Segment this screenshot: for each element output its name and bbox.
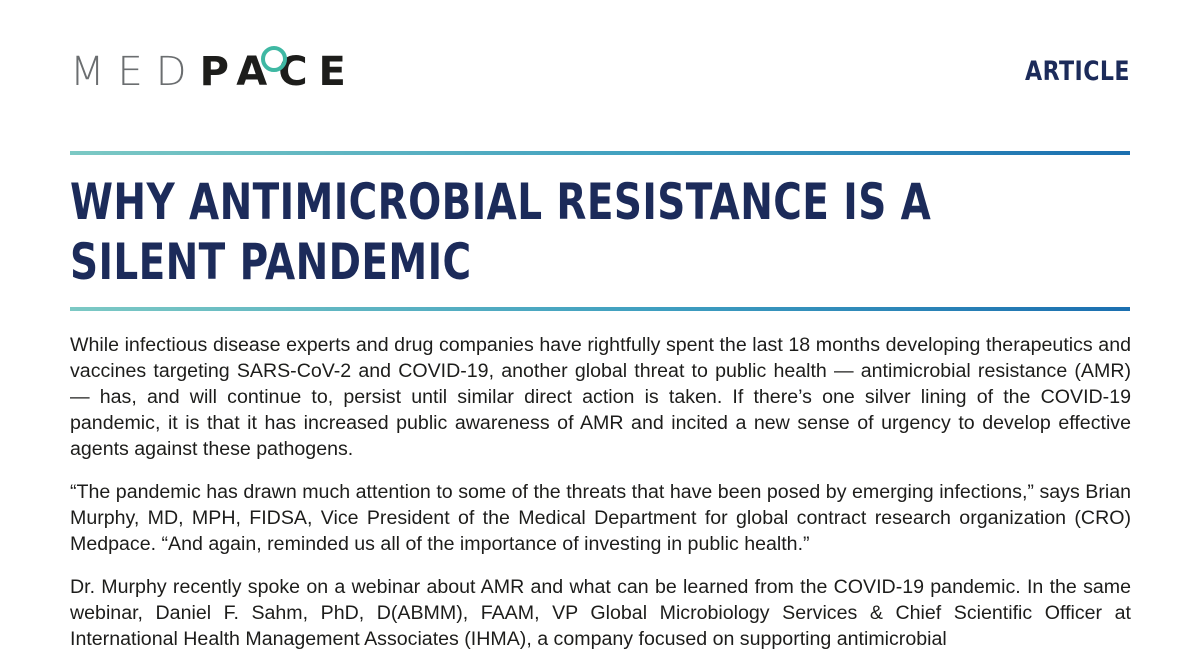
paragraph-2: “The pandemic has drawn much attention to some of the threats that have been posed by emerging infections,” says Brian Murphy, MD, MPH, FIDSA, Vice President of the Medical Department for global contract research organization (CRO) Medpace. “And again, reminded us all of the importance of investing in public health.” [70,481,1131,555]
paragraph-3: Dr. Murphy recently spoke on a webinar about AMR and what can be learned from the COVID-19 pandemic. In the same webinar, Daniel F. Sahm, PhD, D(ABMM), FAAM, VP Global Microbiology Services & Chief Scientific Officer at International Health Management Associates (IHMA), a company focused on supporting antimicrobial [70,576,1131,650]
top-divider [70,151,1130,155]
article-label: ARTICLE [1025,56,1130,87]
logo-ring-icon [260,45,288,73]
article-title-line-1: WHY ANTIMICROBIAL RESISTANCE IS A [70,173,932,231]
logo-text-med: MED [70,49,200,95]
page-header [70,44,1130,96]
article-title [70,172,932,292]
article-body [70,332,1131,669]
medpace-logo [70,44,357,96]
bottom-divider [70,307,1130,311]
logo-text-pace: PACE [199,49,357,95]
article-title-line-2: SILENT PANDEMIC [70,233,472,291]
paragraph-1: While infectious disease experts and drug companies have rightfully spent the last 18 months developing therapeutics and vaccines targeting SARS-CoV-2 and COVID-19, another global threat to public health — antimicrobial resistance (AMR) — has, and will continue to, persist until similar direct action is taken. If there’s one silver lining of the COVID-19 pandemic, it is that it has increased public awareness of AMR and incited a new sense of urgency to develop effective agents against these pathogens. [70,334,1131,460]
